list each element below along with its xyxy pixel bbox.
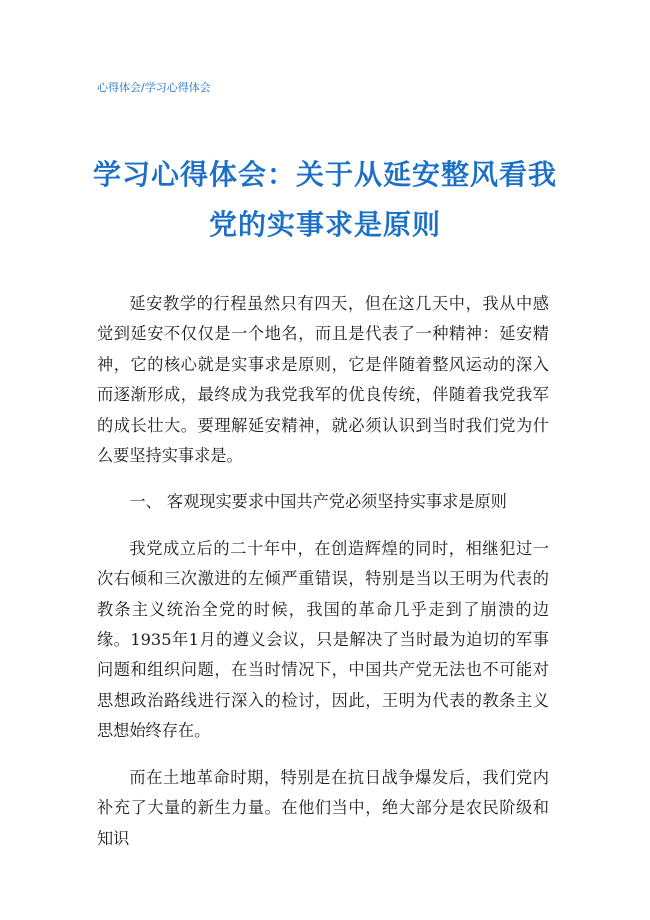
section-heading-1: 一、 客观现实要求中国共产党必须坚持实事求是原则: [129, 492, 507, 512]
paragraph-intro: 延安教学的行程虽然只有四天，但在这几天中，我从中感觉到延安不仅仅是一个地名，而且是代表了一种精神：延安精神，它的核心就是实事求是原则，它是伴随着整风运动的深入而逐渐形成，最终成为我党我军的优良传统，伴随着我党我军的成长壮大。要理解延安精神，就必须认识到当时我们党为什么要坚持实事求是。: [97, 294, 549, 466]
paragraph-land-revolution: 而在土地革命时期，特别是在抗日战争爆发后，我们党内补充了大量的新生力量。在他们当中，绝大部分是农民阶级和知识: [97, 767, 549, 848]
page-title: [60, 150, 590, 250]
title-line-1: 学习心得体会：关于从延安整风看我: [92, 158, 557, 191]
breadcrumb-subcategory-link[interactable]: 学习心得体会: [144, 81, 211, 94]
breadcrumb-category-link[interactable]: 心得体会: [97, 81, 141, 94]
paragraph-history: 我党成立后的二十年中，在创造辉煌的同时，相继犯过一次右倾和三次激进的左倾严重错误，特别是当以王明为代表的教条主义统治全党的时候，我国的革命几乎走到了崩溃的边缘。1935年1月的遵义会议，只是解决了当时最为迫切的军事问题和组织问题，在当时情况下，中国共产党无法也不可能对思想政治路线进行深入的检讨，因此，王明为代表的教条主义思想始终存在。: [97, 538, 549, 741]
breadcrumb-separator: /: [141, 81, 145, 94]
title-line-2: 党的实事求是原则: [208, 208, 441, 241]
breadcrumb: [97, 79, 211, 95]
article-body: [97, 289, 549, 870]
